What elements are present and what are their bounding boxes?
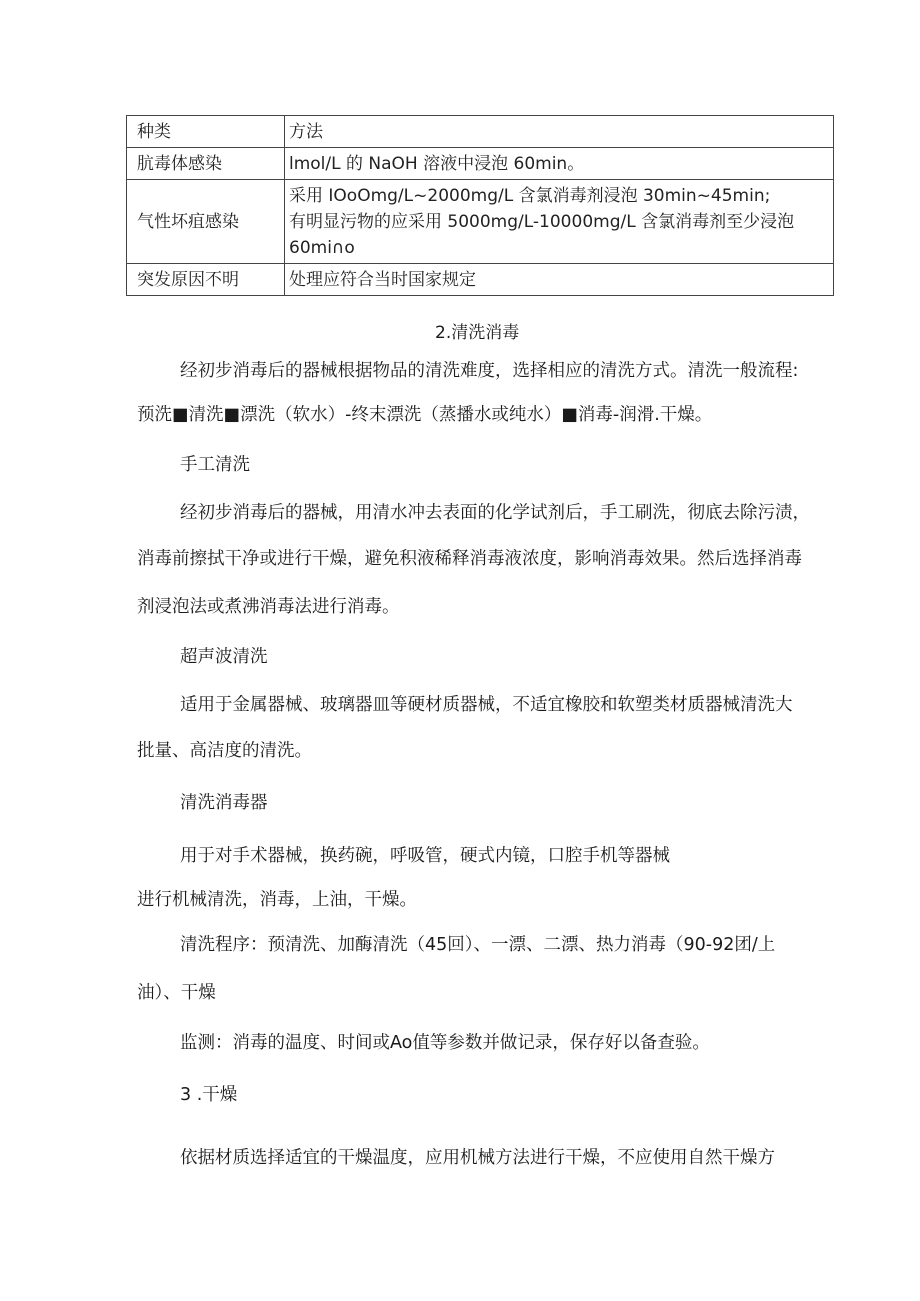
paragraph-line: 批量、高洁度的清洗。: [137, 741, 312, 761]
paragraph-line: 经初步消毒后的器械根据物品的清洗难度，选择相应的清洗方式。清洗一般流程:: [180, 361, 799, 381]
paragraph-line: 消毒前擦拭干净或进行干燥，避免积液稀释消毒液浓度，影响消毒效果。然后选择消毒: [137, 549, 802, 569]
paragraph-line: 用于对手术器械，换药碗，呼吸管，硬式内镜，口腔手机等器械: [180, 846, 670, 866]
paragraph-line: 适用于金属器械、玻璃器皿等硬材质器械，不适宜橡胶和软塑类材质器械清洗大: [180, 695, 793, 715]
table-row: [127, 148, 834, 180]
manual-cleaning-title: 手工清洗: [180, 455, 250, 475]
method-line: 60mi∩o: [289, 238, 355, 258]
row-type: 突发原因不明: [127, 264, 285, 296]
section-3-title: 3 .干燥: [180, 1085, 238, 1105]
ultrasonic-cleaning-title: 超声波清洗: [180, 647, 268, 667]
row-method: [285, 264, 834, 296]
row-method: [285, 148, 834, 180]
method-line: 有明显污物的应采用 5000mg/L-10000mg/L 含氯消毒剂至少浸泡: [289, 212, 795, 232]
row-method: [285, 180, 834, 264]
disinfection-method-table: [126, 115, 834, 296]
monitoring-line: 监测：消毒的温度、时间或Ao值等参数并做记录，保存好以备查验。: [180, 1033, 710, 1053]
paragraph-line: 清洗程序：预清洗、加酶清洗（45回）、一漂、二漂、热力消毒（90-92团/上: [180, 935, 776, 955]
table-row: [127, 264, 834, 296]
paragraph-line: 预洗■清洗■漂洗（软水）-终末漂洗（蒸播水或纯水）■消毒-润滑.干燥。: [137, 405, 713, 425]
paragraph-line: 进行机械清洗，消毒，上油，干燥。: [137, 890, 417, 910]
row-type: 气性坏疽感染: [127, 180, 285, 264]
method-line: lmol/L 的 NaOH 溶液中浸泡 60min。: [289, 154, 585, 174]
row-type: 肮毒体感染: [127, 148, 285, 180]
paragraph-line: 油）、干燥: [137, 983, 216, 1003]
header-type: 种类: [127, 116, 285, 148]
header-method: 方法: [285, 116, 834, 148]
method-line: 处理应符合当时国家规定: [289, 270, 476, 290]
table-row: [127, 180, 834, 264]
method-line: 采用 IOoOmg/L~2000mg/L 含氯消毒剂浸泡 30min~45min;: [289, 186, 771, 206]
table-header-row: [127, 116, 834, 148]
section-2-title: 2.清洗消毒: [435, 323, 520, 343]
paragraph-line: 依据材质选择适宜的干燥温度，应用机械方法进行干燥，不应使用自然干燥方: [180, 1148, 775, 1168]
paragraph-line: 剂浸泡法或煮沸消毒法进行消毒。: [137, 597, 400, 617]
paragraph-line: 经初步消毒后的器械，用清水冲去表面的化学试剂后，手工刷洗，彻底去除污渍，: [180, 503, 810, 523]
washer-disinfector-title: 清洗消毒器: [180, 793, 268, 813]
